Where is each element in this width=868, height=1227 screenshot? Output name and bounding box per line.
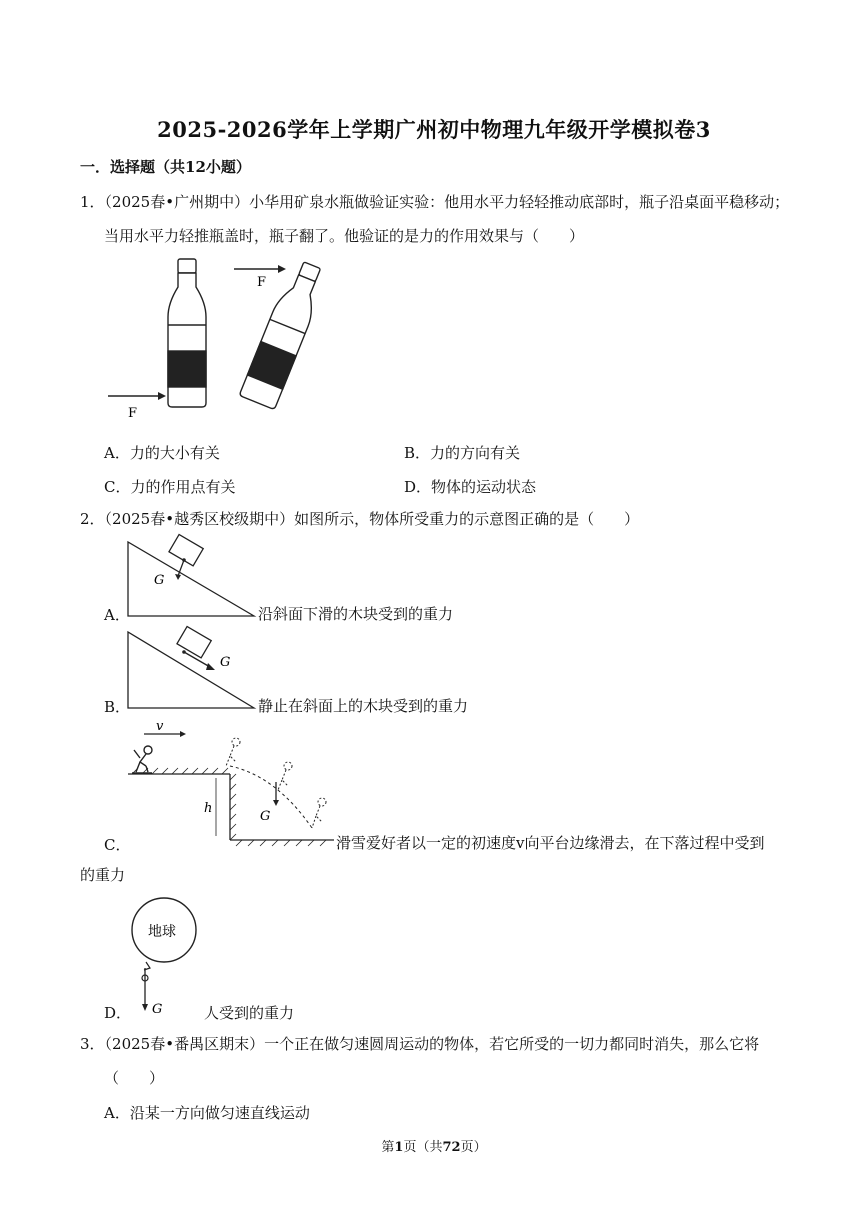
height-label: h	[204, 801, 213, 816]
page-title: 2025-2026学年上学期广州初中物理九年级开学模拟卷3	[157, 117, 711, 142]
q3-option-a[interactable]: A．沿某一方向做匀速直线运动	[104, 1104, 310, 1122]
q1-line1	[80, 192, 789, 212]
force-label-top: F	[257, 275, 267, 290]
q2-option-c-text: 滑雪爱好者以一定的初速度v向平台边缘滑去，在下落过程中受到	[336, 834, 765, 852]
skier-figure	[132, 746, 152, 773]
q1-stem-line2: 当用水平力轻推瓶盖时，瓶子翻了。他验证的是力的作用效果与（ ）	[104, 227, 585, 245]
q2-option-a-label[interactable]: A．	[104, 606, 130, 624]
q1-bottle-figure	[100, 255, 340, 425]
q2-stem: （2025春•越秀区校级期中）如图所示，物体所受重力的示意图正确的是（ ）	[104, 510, 640, 528]
q1-option-a[interactable]: A．力的大小有关	[104, 444, 220, 462]
q2-option-b-label[interactable]: B．	[104, 698, 131, 716]
q2-option-c-label[interactable]: C．	[104, 836, 131, 854]
q1-option-b[interactable]: B．力的方向有关	[404, 444, 521, 462]
gravity-label-c: G	[260, 809, 271, 824]
q2-option-d-label[interactable]: D．	[104, 1004, 132, 1022]
force-label-bottom: F	[128, 406, 138, 421]
upright-bottle	[168, 259, 206, 407]
q2-option-b-text: 静止在斜面上的木块受到的重力	[258, 697, 469, 715]
footer-suffix: 页）	[460, 1140, 487, 1155]
q1-option-d[interactable]: D．物体的运动状态	[404, 478, 537, 496]
q3-number: 3．	[80, 1035, 105, 1053]
q2-line1	[80, 509, 639, 529]
page-footer	[0, 1136, 868, 1155]
footer-middle: 页（共	[403, 1140, 443, 1155]
q2-option-c-text-cont: 的重力	[80, 866, 126, 884]
section-heading: 一．选择题（共12小题）	[80, 158, 251, 176]
gravity-label-d: G	[152, 1002, 163, 1017]
q2-option-d-text: 人受到的重力	[204, 1004, 295, 1022]
q2-figure-d	[126, 896, 216, 1020]
gravity-label-a: G	[154, 573, 165, 588]
footer-total-pages: 72	[442, 1140, 461, 1155]
footer-prefix: 第	[381, 1140, 395, 1155]
gravity-label-b: G	[220, 655, 231, 670]
q3-stem-line2: （ ）	[104, 1069, 165, 1087]
footer-page-number: 1	[394, 1140, 404, 1155]
q2-option-a-text: 沿斜面下滑的木块受到的重力	[258, 605, 454, 623]
q2-figure-a	[126, 540, 258, 620]
q2-figure-b	[126, 630, 276, 712]
person-figure	[142, 962, 150, 981]
q3-stem-line1: （2025春•番禺区期末）一个正在做匀速圆周运动的物体，若它所受的一切力都同时消失，那么它将	[104, 1035, 760, 1053]
q1-number: 1．	[80, 193, 105, 211]
q2-number: 2．	[80, 510, 105, 528]
velocity-label: v	[156, 719, 164, 734]
q3-line1	[80, 1034, 759, 1054]
q2-figure-c	[126, 716, 336, 846]
q1-stem-line1: （2025春•广州期中）小华用矿泉水瓶做验证实验：他用水平力轻轻推动底部时，瓶子沿桌面平稳移动；	[104, 193, 790, 211]
earth-label: 地球	[148, 924, 176, 940]
q1-option-c[interactable]: C．力的作用点有关	[104, 478, 236, 496]
tipping-bottle	[239, 258, 330, 409]
